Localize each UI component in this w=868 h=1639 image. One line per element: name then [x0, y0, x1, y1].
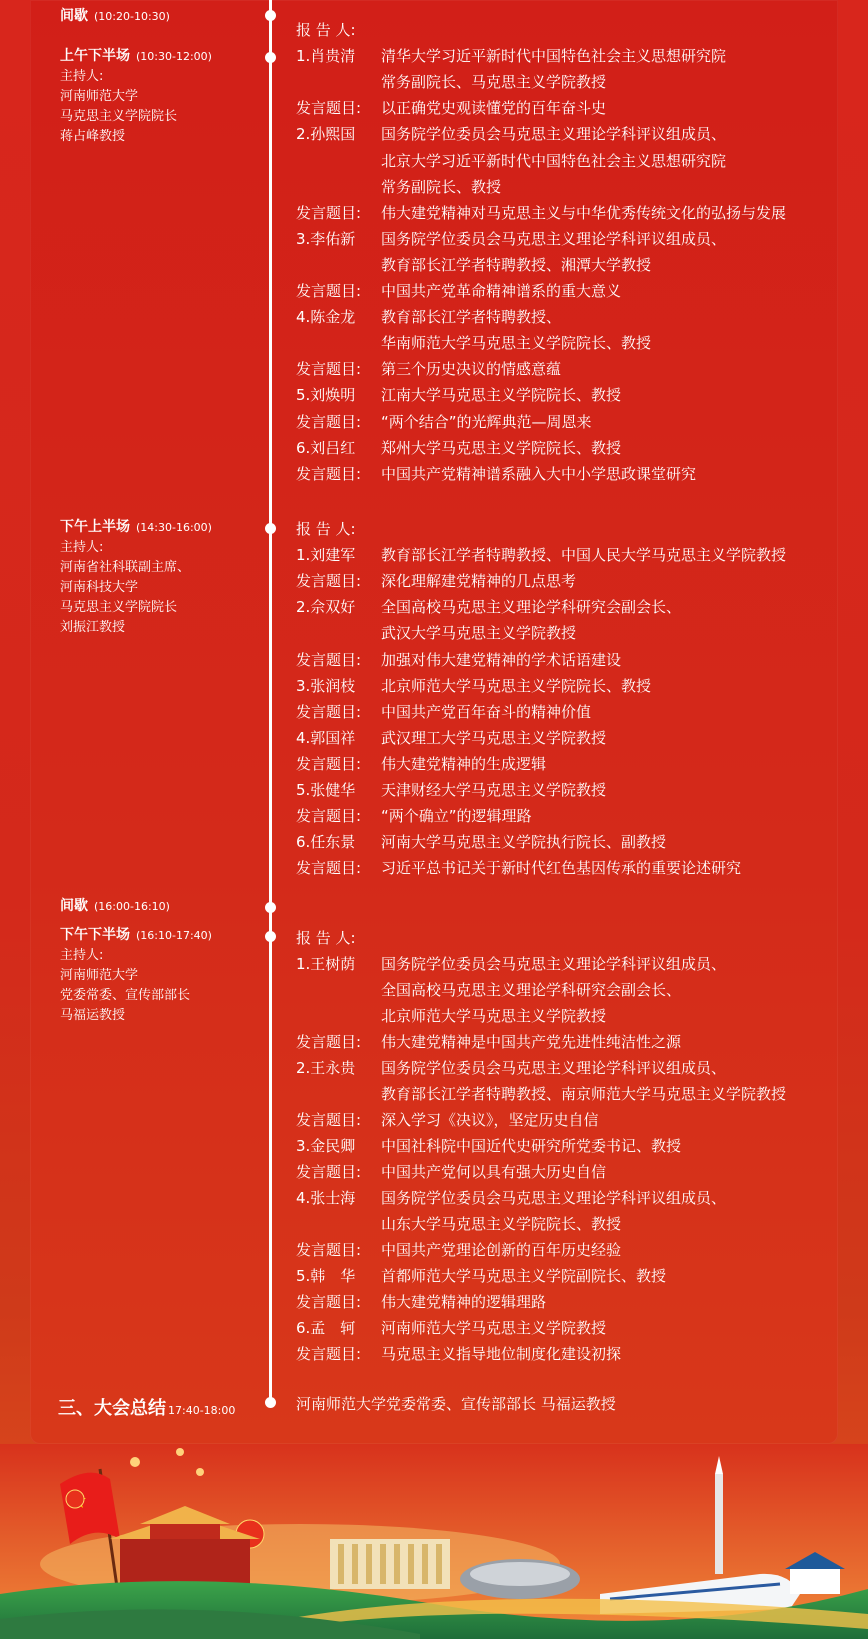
speaker-detail: 深入学习《决议》，坚定历史自信 — [381, 1111, 599, 1129]
timeline-line — [269, 0, 272, 1405]
session-time: (14:30-16:00) — [136, 521, 212, 534]
break-session — [60, 6, 170, 27]
conclusion-value: 河南师范大学党委常委、宣传部部长 马福运教授 — [296, 1395, 616, 1413]
speaker-label: 报 告 人: — [296, 520, 356, 538]
speaker-detail: 习近平总书记关于新时代红色基因传承的重要论述研究 — [381, 859, 742, 878]
host-line: 河南师范大学 — [60, 968, 139, 983]
speaker-label: 发言题目: — [296, 1241, 362, 1259]
speaker-label: 1.肖贵清 — [296, 47, 356, 66]
break-label: 间歇 — [60, 898, 88, 914]
session-time: (10:30-12:00) — [136, 50, 212, 63]
host-line: 马福运教授 — [60, 1008, 126, 1023]
rocket-icon — [715, 1456, 723, 1574]
speaker-label: 6.刘吕红 — [296, 438, 356, 457]
timeline-dot — [265, 1397, 276, 1408]
timeline-dot — [265, 902, 276, 913]
conclusion-time: 17:40-18:00 — [168, 1404, 236, 1417]
speaker-label: 发言题目: — [296, 203, 362, 222]
host-line: 河南省社科联副主席、 — [60, 560, 191, 575]
speaker-label: 发言题目: — [296, 1345, 362, 1363]
host-line: 主持人: — [60, 540, 104, 555]
speaker-label: 4.陈金龙 — [296, 308, 356, 327]
speaker-detail: 全国高校马克思主义理论学科研究会副会长、 — [381, 598, 682, 617]
speaker-label: 6.任东景 — [296, 833, 356, 852]
host-line: 蒋占峰教授 — [60, 129, 126, 144]
speaker-detail: 山东大学马克思主义学院院长、教授 — [381, 1215, 622, 1233]
speaker-detail: 教育部长江学者特聘教授、中国人民大学马克思主义学院教授 — [381, 546, 787, 565]
speaker-detail: “两个结合”的光辉典范—周恩来 — [381, 412, 592, 431]
speaker-label: 2.佘双好 — [296, 598, 356, 617]
speaker-detail: 国务院学位委员会马克思主义理论学科评议组成员、 — [381, 125, 727, 144]
speaker-detail: 国务院学位委员会马克思主义理论学科评议组成员、 — [381, 1059, 727, 1077]
speaker-label: 发言题目: — [296, 572, 362, 591]
speaker-label: 报 告 人: — [296, 21, 356, 39]
conclusion-label: 三、大会总结 — [58, 1398, 166, 1419]
speaker-detail: 全国高校马克思主义理论学科研究会副会长、 — [381, 981, 682, 999]
speaker-detail: 常务副院长、教授 — [381, 177, 502, 196]
speaker-label: 4.郭国祥 — [296, 728, 356, 747]
speaker-label: 2.王永贵 — [296, 1059, 356, 1077]
speaker-label: 2.孙熙国 — [296, 125, 356, 144]
speaker-detail: “两个确立”的逻辑理路 — [381, 807, 532, 826]
speaker-detail: 常务副院长、马克思主义学院教授 — [381, 73, 607, 92]
timeline-dot — [265, 931, 276, 942]
host-line: 主持人: — [60, 69, 104, 84]
speaker-label: 发言题目: — [296, 464, 362, 483]
host-line: 马克思主义学院院长 — [60, 109, 178, 124]
session-am2 — [60, 46, 212, 147]
session-title: 下午下半场 — [60, 927, 130, 943]
speaker-label: 1.王树荫 — [296, 955, 356, 973]
speaker-detail: 以正确党史观读懂党的百年奋斗史 — [381, 99, 607, 118]
speaker-label: 发言题目: — [296, 1163, 362, 1181]
session-pm2 — [60, 925, 212, 1026]
timeline-dot — [265, 523, 276, 534]
speaker-label: 发言题目: — [296, 1033, 362, 1051]
host-line: 河南科技大学 — [60, 580, 139, 595]
break-session — [60, 896, 170, 917]
speaker-label: 发言题目: — [296, 859, 362, 878]
host-line: 河南师范大学 — [60, 89, 139, 104]
speaker-detail: 教育部长江学者特聘教授、南京师范大学马克思主义学院教授 — [381, 1085, 787, 1103]
speaker-detail: 伟大建党精神是中国共产党先进性纯洁性之源 — [381, 1033, 682, 1051]
session-pm1 — [60, 517, 212, 638]
speaker-detail: 中国共产党百年奋斗的精神价值 — [381, 702, 592, 721]
speaker-label: 报 告 人: — [296, 929, 356, 947]
speaker-detail: 中国共产党精神谱系融入大中小学思政课堂研究 — [381, 464, 697, 483]
speaker-detail: 教育部长江学者特聘教授、湘潭大学教授 — [381, 255, 652, 274]
speaker-label: 发言题目: — [296, 1111, 362, 1129]
conclusion-title — [58, 1394, 235, 1420]
speaker-detail: 教育部长江学者特聘教授、 — [381, 308, 562, 327]
speaker-label: 发言题目: — [296, 412, 362, 431]
speaker-detail: 首都师范大学马克思主义学院副院长、教授 — [381, 1267, 667, 1285]
break-label: 间歇 — [60, 8, 88, 24]
speaker-label: 发言题目: — [296, 282, 362, 300]
speaker-detail: 国务院学位委员会马克思主义理论学科评议组成员、 — [381, 1189, 727, 1207]
timeline-dot — [265, 52, 276, 63]
host-line: 马克思主义学院院长 — [60, 600, 178, 615]
speaker-detail: 中国共产党何以具有强大历史自信 — [381, 1163, 607, 1181]
speaker-detail: 天津财经大学马克思主义学院教授 — [381, 781, 607, 799]
host-line: 刘振江教授 — [60, 620, 126, 635]
speaker-label: 发言题目: — [296, 650, 362, 669]
speaker-detail: 第三个历史决议的情感意蕴 — [381, 360, 562, 379]
speaker-label: 4.张士海 — [296, 1189, 356, 1207]
speaker-detail: 中国社科院中国近代史研究所党委书记、教授 — [381, 1137, 682, 1155]
speaker-detail: 清华大学习近平新时代中国特色社会主义思想研究院 — [381, 47, 727, 66]
host-line: 主持人: — [60, 948, 104, 963]
speaker-label: 发言题目: — [296, 99, 362, 118]
session-time: (16:10-17:40) — [136, 929, 212, 942]
speaker-detail: 马克思主义指导地位制度化建设初探 — [381, 1345, 622, 1363]
speaker-detail: 中国共产党理论创新的百年历史经验 — [381, 1241, 622, 1259]
speaker-label: 发言题目: — [296, 702, 362, 721]
speaker-detail: 伟大建党精神的逻辑理路 — [381, 1293, 547, 1311]
speaker-detail: 加强对伟大建党精神的学术话语建设 — [381, 650, 622, 669]
speaker-detail: 深化理解建党精神的几点思考 — [381, 572, 577, 591]
speaker-detail: 中国共产党革命精神谱系的重大意义 — [381, 282, 622, 300]
speaker-label: 6.孟 轲 — [296, 1319, 356, 1337]
city-illustration — [0, 1444, 868, 1639]
speaker-detail: 郑州大学马克思主义学院院长、教授 — [381, 438, 622, 457]
speaker-label: 3.张润枝 — [296, 676, 356, 695]
speaker-label: 发言题目: — [296, 754, 362, 773]
speaker-label: 5.张健华 — [296, 781, 356, 799]
speaker-detail: 河南大学马克思主义学院执行院长、副教授 — [381, 833, 667, 852]
speaker-detail: 武汉理工大学马克思主义学院教授 — [381, 728, 607, 747]
speaker-detail: 华南师范大学马克思主义学院院长、教授 — [381, 334, 652, 353]
session-title: 上午下半场 — [60, 48, 130, 64]
speaker-label: 发言题目: — [296, 807, 362, 826]
speaker-label: 发言题目: — [296, 1293, 362, 1311]
speaker-label: 1.刘建军 — [296, 546, 356, 565]
speaker-detail: 国务院学位委员会马克思主义理论学科评议组成员、 — [381, 955, 727, 973]
speaker-detail: 国务院学位委员会马克思主义理论学科评议组成员、 — [381, 229, 727, 248]
break-time: (10:20-10:30) — [94, 10, 170, 23]
speaker-detail: 河南师范大学马克思主义学院教授 — [381, 1319, 607, 1337]
speaker-detail: 伟大建党精神对马克思主义与中华优秀传统文化的弘扬与发展 — [381, 203, 787, 222]
speaker-detail: 北京大学习近平新时代中国特色社会主义思想研究院 — [381, 151, 727, 170]
speaker-detail: 北京师范大学马克思主义学院院长、教授 — [381, 676, 652, 695]
speaker-detail: 北京师范大学马克思主义学院教授 — [381, 1007, 607, 1025]
host-line: 党委常委、宣传部部长 — [60, 988, 191, 1003]
speaker-label: 5.韩 华 — [296, 1267, 356, 1285]
speaker-label: 5.刘焕明 — [296, 386, 356, 405]
session-title: 下午上半场 — [60, 519, 130, 535]
speaker-label: 3.金民卿 — [296, 1137, 356, 1155]
speaker-detail: 武汉大学马克思主义学院教授 — [381, 624, 577, 643]
timeline-dot — [265, 10, 276, 21]
speaker-detail: 江南大学马克思主义学院院长、教授 — [381, 386, 622, 405]
speaker-detail: 伟大建党精神的生成逻辑 — [381, 754, 547, 773]
speaker-label: 发言题目: — [296, 360, 362, 379]
break-time: (16:00-16:10) — [94, 900, 170, 913]
speaker-label: 3.李佑新 — [296, 229, 356, 248]
